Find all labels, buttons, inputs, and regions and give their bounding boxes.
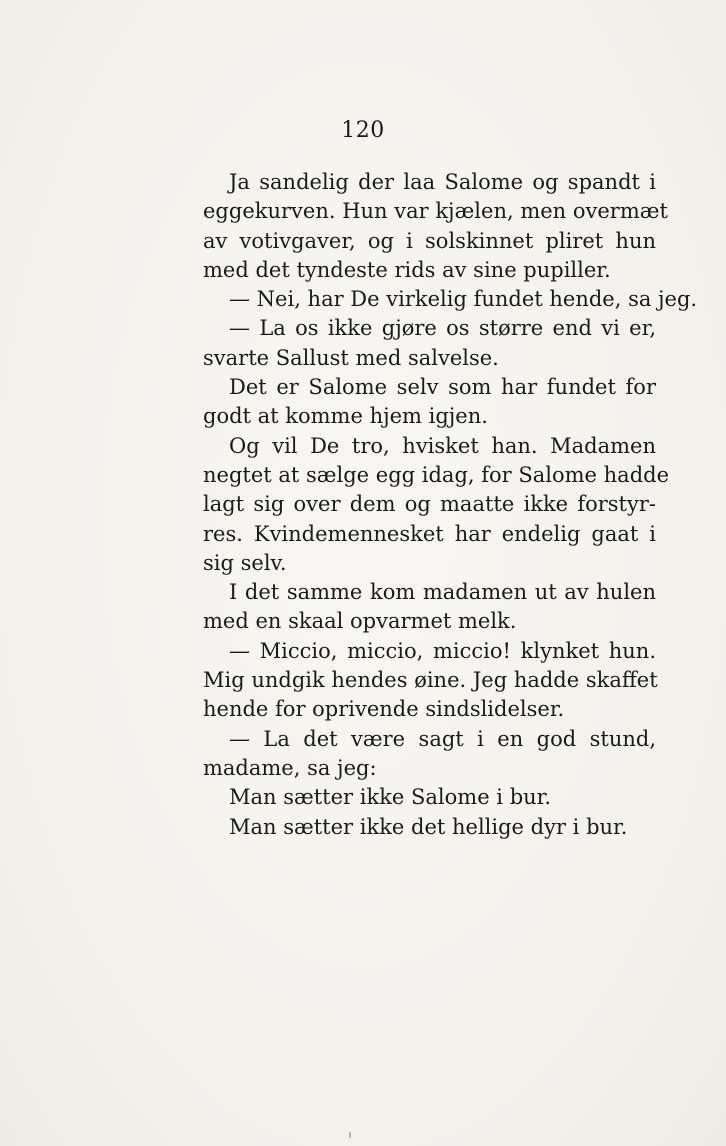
text-line: Man sætter ikke Salome i bur.: [229, 785, 552, 810]
text-line: av votivgaver, og i solskinnet pliret hun: [203, 228, 656, 253]
text-line: Man sætter ikke det hellige dyr i bur.: [229, 814, 628, 839]
text-line: Og vil De tro, hvisket han. Madamen: [229, 433, 656, 458]
page-number: 120: [341, 118, 385, 143]
text-line: I det samme kom madamen ut av hulen: [229, 580, 656, 605]
text-line: — La os ikke gjøre os større end vi er,: [229, 316, 656, 341]
text-line: hende for oprivende sindslidelser.: [203, 697, 565, 722]
text-line: Det er Salome selv som har fundet for: [229, 375, 656, 400]
text-line: med en skaal opvarmet melk.: [203, 609, 517, 634]
text-line: Mig undgik hendes øine. Jeg hadde skaffet: [203, 668, 658, 693]
text-line: svarte Sallust med salvelse.: [203, 345, 499, 370]
text-line: Ja sandelig der laa Salome og spandt i: [229, 170, 656, 194]
text-line: lagt sig over dem og maatte ikke forstyr-: [203, 492, 656, 517]
text-line: madame, sa jeg:: [203, 755, 377, 780]
text-line: res. Kvindemennesket har endelig gaat i: [203, 521, 656, 546]
text-line: med det tyndeste rids av sine pupiller.: [203, 257, 611, 282]
text-line: negtet at sælge egg idag, for Salome hadde: [203, 462, 670, 487]
text-line: — La det være sagt i en god stund,: [229, 726, 656, 751]
text-line: godt at komme hjem igjen.: [203, 404, 488, 429]
text-line: — Nei, har De virkelig fundet hende, sa jeg.: [229, 287, 698, 312]
text-line: sig selv.: [203, 550, 287, 575]
body-text: [203, 168, 698, 842]
text-line: eggekurven. Hun var kjælen, men overmæt: [203, 199, 668, 224]
paper-speck: [349, 1132, 351, 1138]
text-line: — Miccio, miccio, miccio! klynket hun.: [229, 638, 656, 663]
